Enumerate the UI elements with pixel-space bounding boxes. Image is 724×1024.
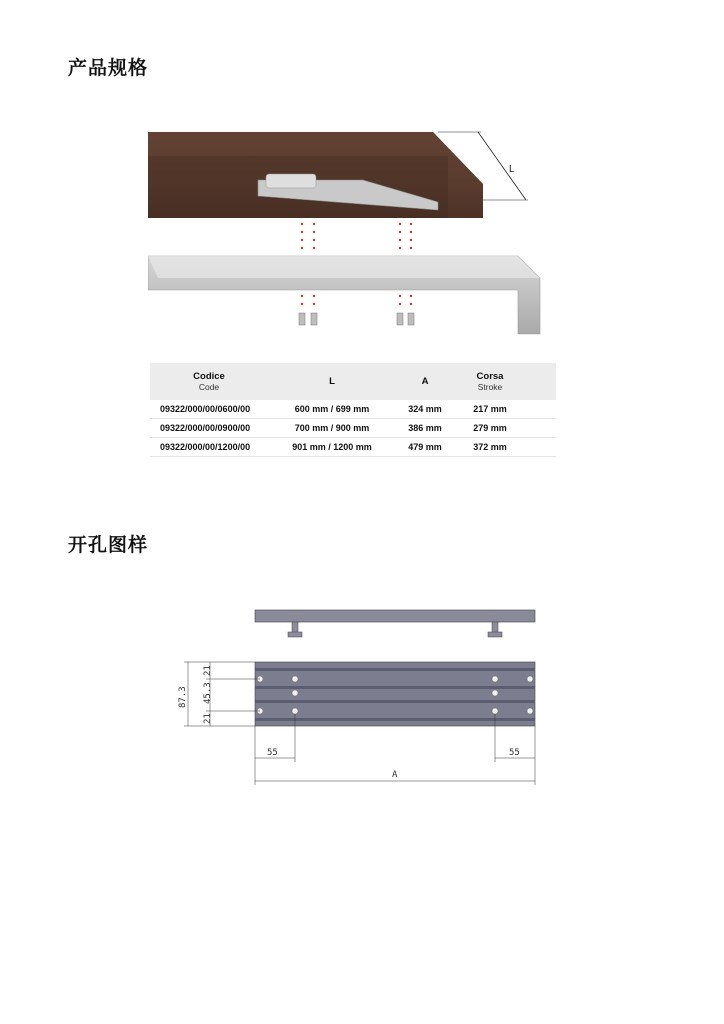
cell-stroke: 372 mm	[454, 438, 526, 457]
section-title-drill: 开孔图样	[68, 534, 149, 556]
header-code: Codice Code	[193, 371, 225, 392]
dim-21-top: 21	[203, 665, 213, 676]
header-stroke: Corsa Stroke	[476, 371, 504, 392]
dim-total: 87.3	[178, 686, 188, 708]
cell-code: 09322/000/00/0900/00	[150, 419, 268, 438]
cell-a: 479 mm	[396, 438, 454, 457]
cell-code: 09322/000/00/1200/00	[150, 438, 268, 457]
table-row	[150, 438, 556, 457]
table-row	[150, 400, 556, 419]
header-a: A	[421, 376, 429, 387]
profile-feet	[288, 622, 502, 637]
dim-55-left: 55	[267, 748, 278, 758]
cell-l: 700 mm / 900 mm	[268, 419, 396, 438]
installation-illustration	[148, 128, 548, 338]
spec-table	[150, 363, 556, 457]
drilling-template-drawing	[170, 600, 550, 790]
section-title-spec: 产品规格	[68, 57, 149, 79]
cell-code: 09322/000/00/0600/00	[150, 400, 268, 419]
cell-stroke: 279 mm	[454, 419, 526, 438]
profile-side-view	[255, 610, 535, 622]
spec-table-header	[150, 363, 556, 400]
table-row	[150, 419, 556, 438]
screws	[299, 313, 414, 325]
header-l: L	[329, 376, 335, 387]
cell-a: 386 mm	[396, 419, 454, 438]
dim-21-bottom: 21	[203, 713, 213, 724]
cell-l: 600 mm / 699 mm	[268, 400, 396, 419]
dimension-l-label: L	[509, 164, 515, 175]
dim-45-3: 45.3	[203, 682, 213, 704]
dim-55-right: 55	[509, 748, 520, 758]
cell-a: 324 mm	[396, 400, 454, 419]
cell-l: 901 mm / 1200 mm	[268, 438, 396, 457]
dim-a: A	[392, 770, 398, 780]
cell-stroke: 217 mm	[454, 400, 526, 419]
